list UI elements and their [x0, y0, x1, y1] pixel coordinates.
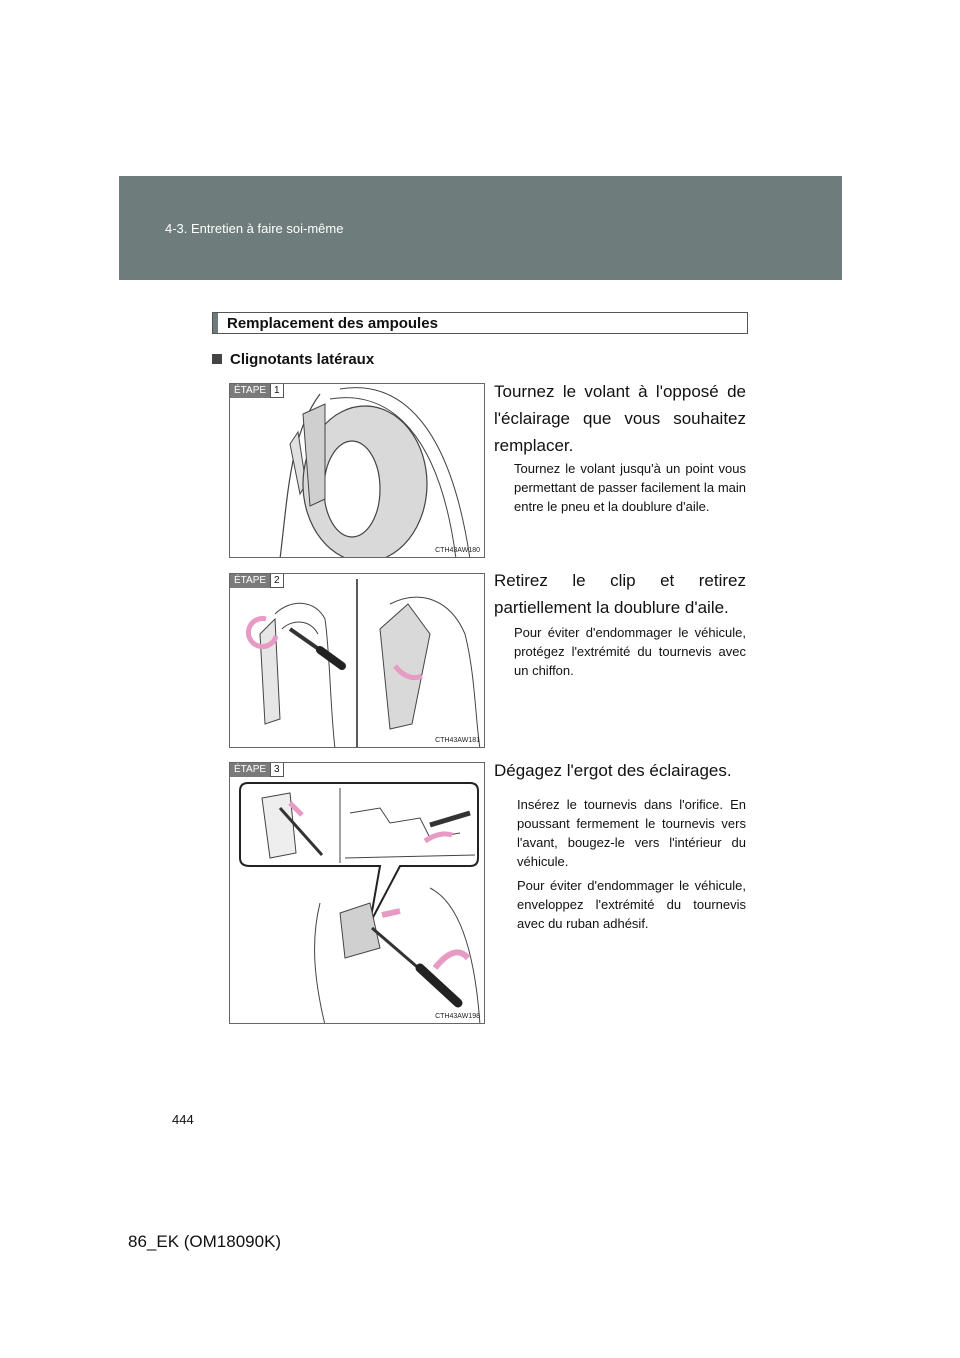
step-1-badge-number: 1: [270, 384, 284, 398]
step-2-badge: [230, 574, 284, 588]
step-2-illustration: [230, 574, 485, 748]
step-3-note-1: Insérez le tournevis dans l'orifice. En poussant fermement le tournevis vers l'avant, bougez-le vers l'intérieur du véhicule.: [517, 797, 746, 869]
step-3-badge: [230, 763, 284, 777]
step-3-badge-number: 3: [270, 763, 284, 777]
square-bullet-icon: [212, 354, 222, 364]
step-1-figure-code: CTH43AW180: [435, 547, 480, 554]
step-3-instruction: Dégagez l'ergot des éclairages.: [494, 761, 732, 780]
section-title-accent-bar: [213, 313, 218, 333]
step-2-badge-number: 2: [270, 574, 284, 588]
step-3-figure-code: CTH43AW198: [435, 1013, 480, 1020]
subheading: [212, 351, 374, 368]
document-code: 86_EK (OM18090K): [128, 1232, 282, 1251]
chapter-section-label: 4-3. Entretien à faire soi-même: [165, 221, 344, 236]
page-number: 444: [172, 1112, 194, 1127]
section-title-box: [212, 312, 748, 334]
subheading-text: Clignotants latéraux: [230, 351, 375, 368]
step-3-illustration: [230, 763, 485, 1024]
step-1-note: Tournez le volant jusqu'à un point vous permettant de passer facilement la main entre le pneu et la doublure d'aile.: [514, 461, 746, 514]
step-2-instruction: Retirez le clip et retirez partiellement la doublure d'aile.: [494, 571, 746, 617]
step-1-badge: [230, 384, 284, 398]
step-1-instruction: Tournez le volant à l'opposé de l'éclairage que vous souhaitez remplacer.: [494, 382, 746, 455]
step-3-note-2: Pour éviter d'endommager le véhicule, enveloppez l'extrémité du tournevis avec du ruban adhésif.: [517, 878, 746, 931]
section-title: Remplacement des ampoules: [227, 315, 438, 332]
step-2-note: Pour éviter d'endommager le véhicule, protégez l'extrémité du tournevis avec un chiffon.: [514, 625, 746, 678]
step-2-badge-word: ÉTAPE: [230, 574, 270, 588]
step-2-figure: [229, 573, 485, 748]
step-2-figure-code: CTH43AW181: [435, 737, 480, 744]
step-1-figure: [229, 383, 485, 558]
step-3-badge-word: ÉTAPE: [230, 763, 270, 777]
step-1-badge-word: ÉTAPE: [230, 384, 270, 398]
step-3-figure: [229, 762, 485, 1024]
step-1-illustration: [230, 384, 485, 558]
